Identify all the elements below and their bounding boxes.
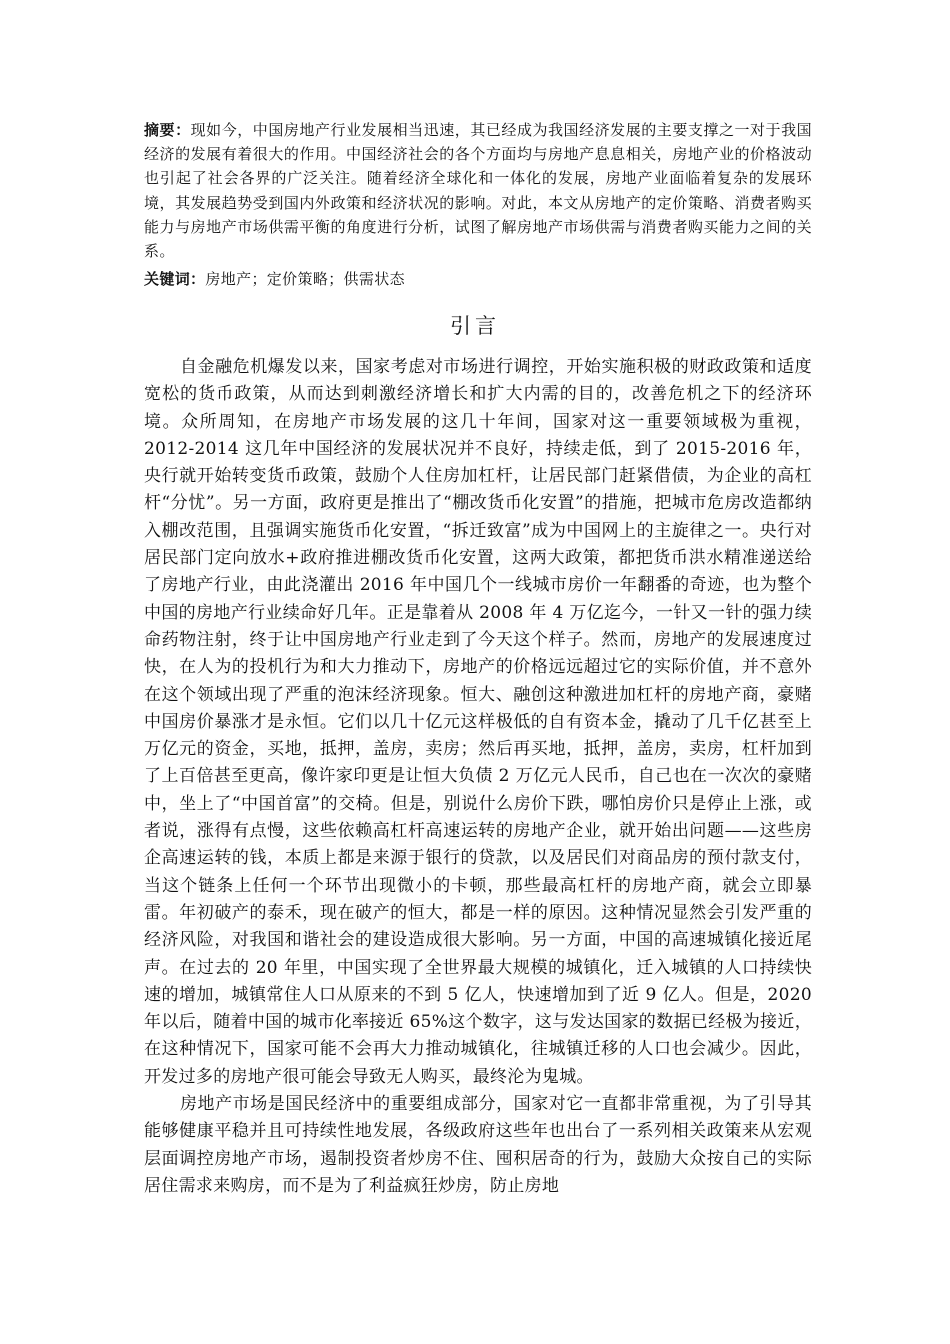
abstract — [144, 118, 812, 263]
section-title: 引言 — [450, 314, 500, 338]
keywords-label: 关键词： — [144, 270, 206, 288]
keywords-text: 房地产；定价策略；供需状态 — [205, 270, 405, 288]
keywords — [144, 267, 812, 291]
abstract-text: 现如今，中国房地产行业发展相当迅速，其已经成为我国经济发展的主要支撑之一对于我国经济的发展有着很大的作用。中国经济社会的各个方面均与房地产息息相关，房地产业的价格波动也引起了社会各界的广泛关注。随着经济全球化和一体化的发展，房地产业面临着复杂的发展环境，其发展趋势受到国内外政策和经济状况的影响。对此，本文从房地产的定价策略、消费者购买能力与房地产市场供需平衡的角度进行分析，试图了解房地产市场供需与消费者购买能力之间的关系。 — [144, 121, 812, 261]
abstract-label: 摘要： — [144, 121, 191, 139]
paragraph: 自金融危机爆发以来，国家考虑对市场进行调控，开始实施积极的财政政策和适度宽松的货币政策，从而达到刺激经济增长和扩大内需的目的，改善危机之下的经济环境。众所周知，在房地产市场发展的这几十年间，国家对这一重要领域极为重视，2012-2014 这几年中国经济的发展状况并不良好，持续走低，到了 2015-2016 年，央行就开始转变货币政策，鼓励个人住房加杠杆，让居民部门赶紧借债，为企业的高杠杆“分忧”。另一方面，政府更是推出了“棚改货币化安置”的措施，把城市危房改造都纳入棚改范围，且强调实施货币化安置，“拆迁致富”成为中国网上的主旋律之一。央行对居民部门定向放水+政府推进棚改货币化安置，这两大政策，都把货币洪水精准递送给了房地产行业，由此浇灌出 2016 年中国几个一线城市房价一年翻番的奇迹，也为整个中国的房地产行业续命好几年。正是靠着从 2008 年 4 万亿迄今，一针又一针的强力续命药物注射，终于让中国房地产行业走到了今天这个样子。然而，房地产的发展速度过快，在人为的投机行为和大力推动下，房地产的价格远远超过它的实际价值，并不意外在这个领域出现了严重的泡沫经济现象。恒大、融创这种激进加杠杆的房地产商，豪赌中国房价暴涨才是永恒。它们以几十亿元这样极低的自有资本金，撬动了几千亿甚至上万亿元的资金，买地，抵押，盖房，卖房；然后再买地，抵押，盖房，卖房，杠杆加到了上百倍甚至更高，像许家印更是让恒大负债 2 万亿元人民币，自己也在一次次的豪赌中，坐上了“中国首富”的交椅。但是，别说什么房价下跌，哪怕房价只是停止上涨，或者说，涨得有点慢，这些依赖高杠杆高速运转的房地产企业，就开始出问题——这些房企高速运转的钱，本质上都是来源于银行的贷款，以及居民们对商品房的预付款支付，当这个链条上任何一个环节出现微小的卡顿，那些最高杠杆的房地产商，就会立即暴雷。年初破产的泰禾，现在破产的恒大，都是一样的原因。这种情况显然会引发严重的经济风险，对我国和谐社会的建设造成很大影响。另一方面，中国的高速城镇化接近尾声。在过去的 20 年里，中国实现了全世界最大规模的城镇化，迁入城镇的人口持续快速的增加，城镇常住人口从原来的不到 5 亿人，快速增加到了近 9 亿人。但是，2020 年以后，随着中国的城市化率接近 65%这个数字，这与发达国家的数据已经极为接近，在这种情况下，国家可能不会再大力推动城镇化，往城镇迁移的人口也会减少。因此，开发过多的房地产很可能会导致无人购买，最终沦为鬼城。 — [144, 357, 812, 1087]
body-text — [144, 354, 812, 1200]
paragraph: 房地产市场是国民经济中的重要组成部分，国家对它一直都非常重视，为了引导其能够健康平稳并且可持续性地发展，各级政府这些年也出台了一系列相关政策来从宏观层面调控房地产市场，遏制投资者炒房不住、囤积居奇的行为，鼓励大众按自己的实际居住需求来购房，而不是为了利益疯狂炒房，防止房地 — [144, 1094, 812, 1196]
